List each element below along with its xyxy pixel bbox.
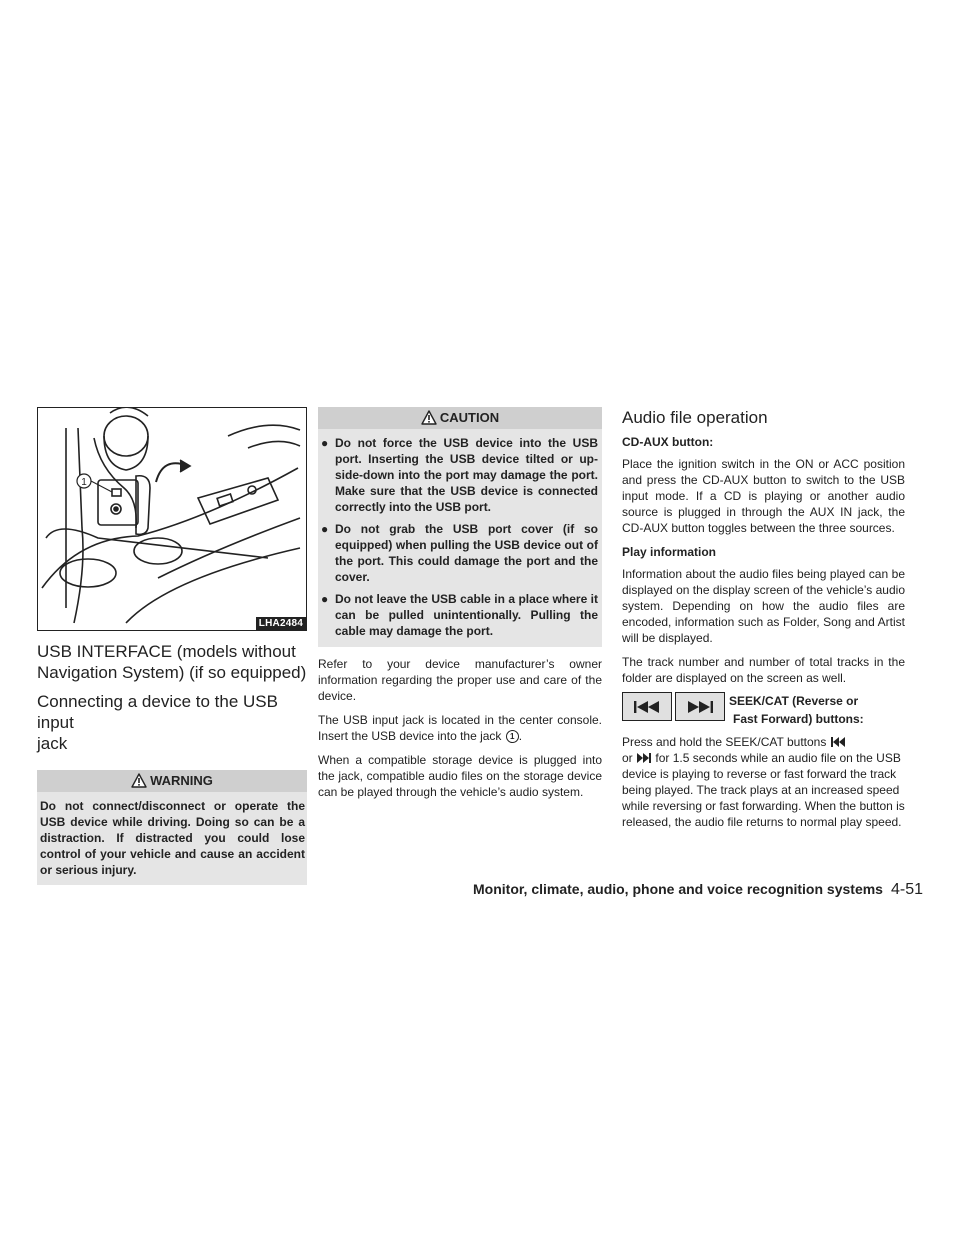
caution-title: CAUTION bbox=[439, 410, 500, 425]
caution-item: ● Do not leave the USB cable in a place where it can be pulled unintentionally. Pulling the cable may damage the port. bbox=[321, 592, 598, 638]
seek-cat-title: SEEK/CAT (Reverse or Fast Forward) buttons: bbox=[729, 694, 864, 726]
caution-item: ● Do not force the USB device into the USB port. Inserting the USB device tilted or up-side-down into the port may damage the port. Make sure that the USB device is connected correctly into the USB port. bbox=[321, 436, 598, 514]
caution-triangle-icon bbox=[421, 410, 437, 425]
usb-console-illustration bbox=[37, 407, 307, 631]
play-info-track-text: The track number and number of total tracks in the folder are displayed on the screen as well. bbox=[622, 655, 905, 685]
section-heading-usb-interface: USB INTERFACE (models without Navigation System) (if so equipped) bbox=[37, 642, 307, 682]
page-number: 4-51 bbox=[890, 881, 923, 898]
seek-cat-text: Press and hold the SEEK/CAT buttons or for 1.5 seconds while an audio file on the USB device is playing to reverse or fast forward the track being played. The track plays at an increased speed while reversing or fast forwarding. When the button is released, the audio file returns to normal play speed. bbox=[622, 735, 905, 829]
play-info-text: Information about the audio files being played can be displayed on the display screen of the vehicle’s audio system. Depending on how the audio files are encoded, information such as Folder, Song and Artist will be displayed. bbox=[622, 567, 905, 645]
right-column bbox=[622, 407, 905, 830]
skip-forward-icon bbox=[636, 753, 652, 763]
warning-text: Do not connect/disconnect or operate the USB device while driving. Doing so can be a distraction. If distracted you could lose control of your vehicle and cause an accident or serious injury. bbox=[40, 799, 305, 877]
page-footer bbox=[423, 881, 923, 899]
callout-ref-1: 1 bbox=[506, 730, 519, 743]
skip-back-icon bbox=[830, 737, 846, 747]
skip-back-icon bbox=[632, 701, 662, 713]
warning-header bbox=[37, 770, 307, 792]
paragraph-compatible-device: When a compatible storage device is plugged into the jack, compatible audio files on the storage device can be played through the vehicle’s audio system. bbox=[318, 753, 602, 799]
skip-forward-icon bbox=[685, 701, 715, 713]
warning-title: WARNING bbox=[150, 773, 213, 788]
caution-list bbox=[318, 429, 602, 647]
caution-item: ● Do not grab the USB port cover (if so equipped) when pulling the USB device out of the port. This could damage the port and the cover. bbox=[321, 522, 598, 584]
section-heading-audio-file: Audio file operation bbox=[622, 408, 768, 427]
seek-reverse-button-graphic bbox=[622, 692, 672, 721]
cd-aux-title: CD-AUX button: bbox=[622, 435, 714, 449]
seek-forward-button-graphic bbox=[675, 692, 725, 721]
warning-triangle-icon bbox=[131, 773, 147, 788]
middle-column bbox=[318, 407, 602, 800]
warning-box bbox=[37, 770, 307, 885]
figure-label: LHA2484 bbox=[256, 617, 306, 630]
paragraph-usb-jack-location: The USB input jack is located in the center console. Insert the USB device into the jack 1 . bbox=[318, 713, 602, 743]
footer-section-title: Monitor, climate, audio, phone and voice recognition systems bbox=[473, 881, 883, 897]
left-column bbox=[37, 407, 307, 885]
console-drawing bbox=[38, 408, 306, 630]
paragraph-refer-manufacturer: Refer to your device manufacturer’s owner information regarding the proper use and care of the device. bbox=[318, 657, 602, 703]
caution-header bbox=[318, 407, 602, 429]
seek-cat-row bbox=[622, 692, 905, 728]
subsection-heading-connecting: Connecting a device to the USB input jack bbox=[37, 692, 278, 753]
caution-box bbox=[318, 407, 602, 647]
play-info-title: Play information bbox=[622, 545, 717, 559]
cd-aux-text: Place the ignition switch in the ON or ACC position and press the CD-AUX button to switch to the USB input mode. If a CD is playing or another audio source is plugged in through the AUX IN jack, the CD-AUX button toggles between the three sources. bbox=[622, 457, 905, 535]
callout-1: 1 bbox=[81, 477, 87, 488]
